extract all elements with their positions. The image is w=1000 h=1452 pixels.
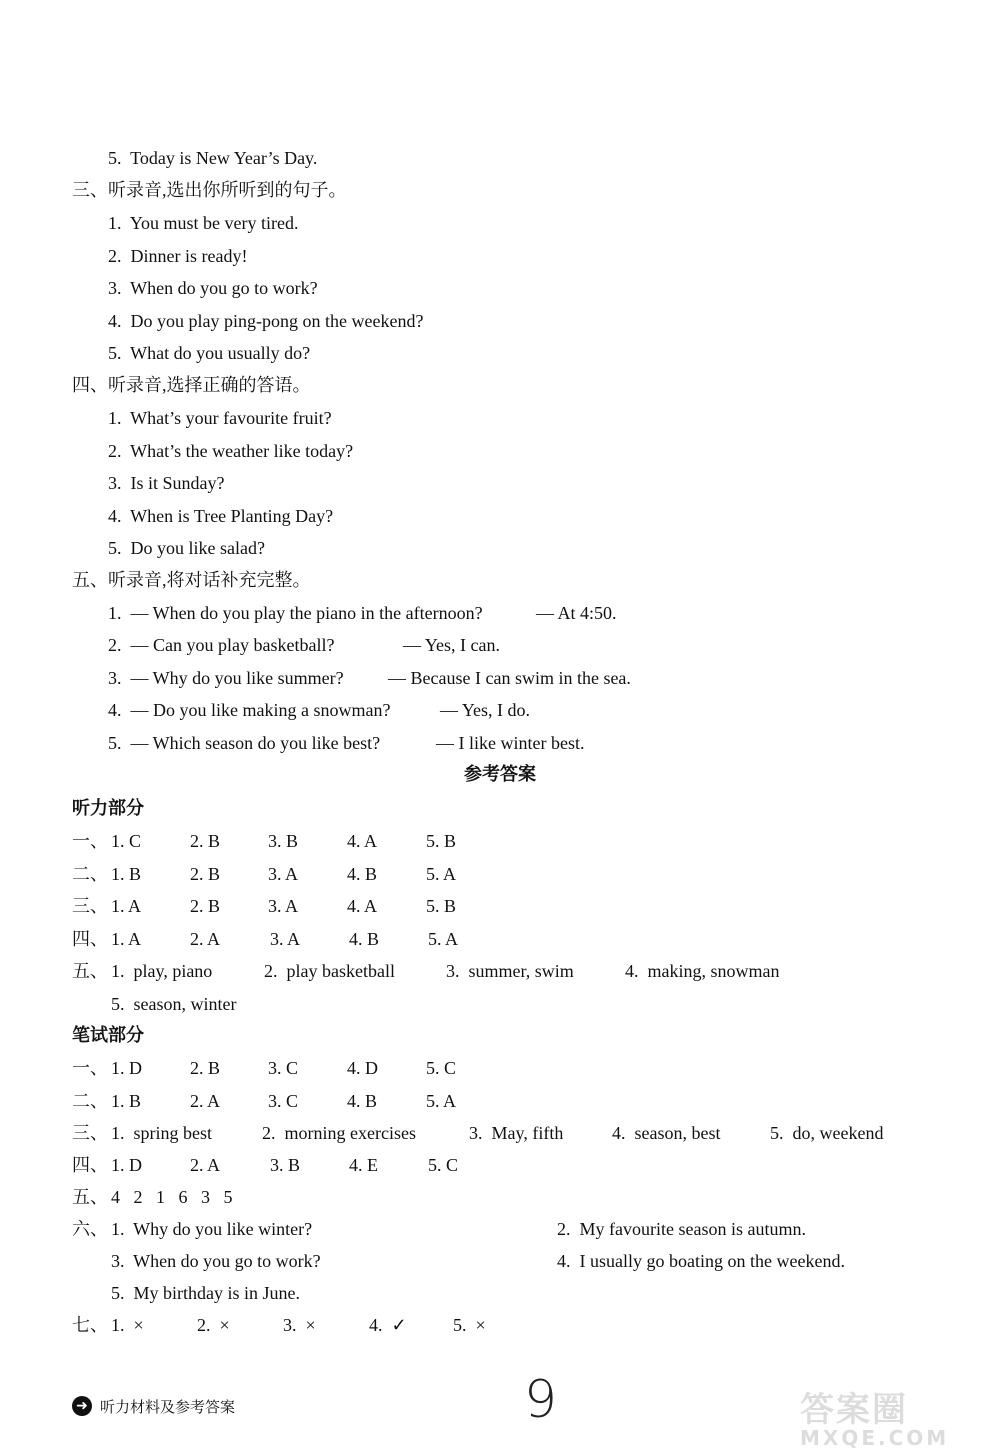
listening-heading: 听力部分 (72, 798, 144, 819)
answer-cell: 3. C (268, 1058, 299, 1078)
answer-cell: 1. D (111, 1155, 142, 1175)
answer-cell: 2. A (190, 1155, 221, 1175)
watermark-text: 答案圈 (800, 1390, 908, 1430)
script-line: 1. You must be very tired. (108, 213, 299, 233)
dialog-question: 1. — When do you play the piano in the afternoon? (108, 603, 483, 623)
script-line: 3. Is it Sunday? (108, 473, 225, 493)
row-label: 七、 (72, 1315, 108, 1335)
answer-cell: 4. B (347, 864, 378, 884)
answer-cell: 5. B (426, 831, 457, 851)
script-line: 1. What’s your favourite fruit? (108, 408, 332, 428)
watermark-url: MXQE.COM (800, 1426, 950, 1450)
section-heading: 四、听录音,选择正确的答语。 (72, 375, 311, 395)
answer-cell: 1. spring best (111, 1123, 212, 1143)
row-label: 四、 (72, 1155, 108, 1175)
answer-cell: 4. making, snowman (625, 961, 780, 981)
page-number: 9 (524, 1370, 558, 1430)
dialog-answer: — Yes, I do. (440, 700, 531, 720)
row-label: 五、 (72, 1187, 108, 1207)
answer-cell: 4. D (347, 1058, 378, 1078)
footer-title: 听力材料及参考答案 (100, 1397, 236, 1416)
script-line: 5. Do you like salad? (108, 538, 265, 558)
answer-cell: 3. B (270, 1155, 301, 1175)
answer-cell: 4. ✓ (369, 1315, 407, 1335)
answer-cell: 1. Why do you like winter? (111, 1219, 313, 1239)
answer-cell: 4. E (349, 1155, 378, 1175)
answer-cell: 5. B (426, 896, 457, 916)
row-label: 一、 (72, 831, 108, 851)
script-line: 4. When is Tree Planting Day? (108, 506, 334, 526)
answer-cell: 3. × (283, 1315, 316, 1335)
dialog-answer: — Because I can swim in the sea. (388, 668, 631, 688)
answer-cell: 3. A (268, 896, 299, 916)
answer-cell: 1. A (111, 929, 142, 949)
answer-cell: 2. B (190, 1058, 221, 1078)
answer-cell: 4. season, best (612, 1123, 721, 1143)
script-line: 5. Today is New Year’s Day. (108, 148, 318, 168)
answer-cell: 4. A (347, 831, 378, 851)
answer-cell: 1. B (111, 1091, 142, 1111)
answer-cell: 5. A (428, 929, 459, 949)
answer-cell: 3. A (270, 929, 301, 949)
script-line: 4. Do you play ping-pong on the weekend? (108, 311, 424, 331)
answer-cell: 1. B (111, 864, 142, 884)
script-line: 2. Dinner is ready! (108, 246, 248, 266)
answer-cell: 1. A (111, 896, 142, 916)
answer-cell: 5. × (453, 1315, 486, 1335)
row-label: 六、 (72, 1219, 108, 1239)
dialog-answer: — Yes, I can. (403, 635, 500, 655)
answer-cell: 2. My favourite season is autumn. (557, 1219, 806, 1239)
script-line: 3. When do you go to work? (108, 278, 318, 298)
script-line: 5. What do you usually do? (108, 343, 311, 363)
answer-cell: 4. B (349, 929, 380, 949)
answer-cell: 2. play basketball (264, 961, 395, 981)
answer-cell: 4. B (347, 1091, 378, 1111)
answer-cell: 3. C (268, 1091, 299, 1111)
row-label: 三、 (72, 1123, 108, 1143)
answer-cell: 2. B (190, 864, 221, 884)
section-heading: 三、听录音,选出你所听到的句子。 (72, 180, 347, 200)
answer-cell: 5. My birthday is in June. (111, 1283, 300, 1303)
answer-cell: 5. C (426, 1058, 457, 1078)
dialog-question: 2. — Can you play basketball? (108, 635, 335, 655)
answer-cell: 4. A (347, 896, 378, 916)
section-heading: 五、听录音,将对话补充完整。 (72, 570, 311, 590)
answer-cell: 4. I usually go boating on the weekend. (557, 1251, 845, 1271)
row-label: 四、 (72, 929, 108, 949)
answer-cell: 2. B (190, 831, 221, 851)
dialog-answer: — I like winter best. (436, 733, 585, 753)
answers-title: 参考答案 (464, 764, 536, 785)
page-footer (72, 1394, 235, 1418)
row-label: 一、 (72, 1058, 108, 1078)
answer-cell: 5. season, winter (111, 994, 237, 1014)
answer-cell: 3. May, fifth (469, 1123, 564, 1143)
answer-cell: 5. C (428, 1155, 459, 1175)
answer-cell: 1. × (111, 1315, 144, 1335)
row-label: 二、 (72, 864, 108, 884)
answer-cell: 2. × (197, 1315, 230, 1335)
answer-cell: 2. A (190, 1091, 221, 1111)
dialog-question: 4. — Do you like making a snowman? (108, 700, 391, 720)
answer-cell: 3. A (268, 864, 299, 884)
answer-cell: 3. When do you go to work? (111, 1251, 321, 1271)
answer-cell: 1. C (111, 831, 142, 851)
answer-cell: 5. A (426, 1091, 457, 1111)
script-line: 2. What’s the weather like today? (108, 441, 354, 461)
row-label: 三、 (72, 896, 108, 916)
answer-cell: 5. A (426, 864, 457, 884)
answer-cell: 2. B (190, 896, 221, 916)
answer-cell: 2. A (190, 929, 221, 949)
dialog-question: 3. — Why do you like summer? (108, 668, 344, 688)
watermark-logo (800, 1392, 990, 1448)
arrow-right-circle-icon: ➜ (72, 1396, 92, 1416)
answer-cell: 3. summer, swim (446, 961, 574, 981)
answer-cell: 2. morning exercises (262, 1123, 416, 1143)
answer-cell: 5. do, weekend (770, 1123, 884, 1143)
row-label: 二、 (72, 1091, 108, 1111)
dialog-question: 5. — Which season do you like best? (108, 733, 381, 753)
dialog-answer: — At 4:50. (536, 603, 617, 623)
answer-cell: 3. B (268, 831, 299, 851)
answer-cell: 4 2 1 6 3 5 (111, 1187, 233, 1207)
answer-cell: 1. D (111, 1058, 142, 1078)
row-label: 五、 (72, 961, 108, 981)
writing-heading: 笔试部分 (72, 1025, 144, 1046)
answer-cell: 1. play, piano (111, 961, 213, 981)
